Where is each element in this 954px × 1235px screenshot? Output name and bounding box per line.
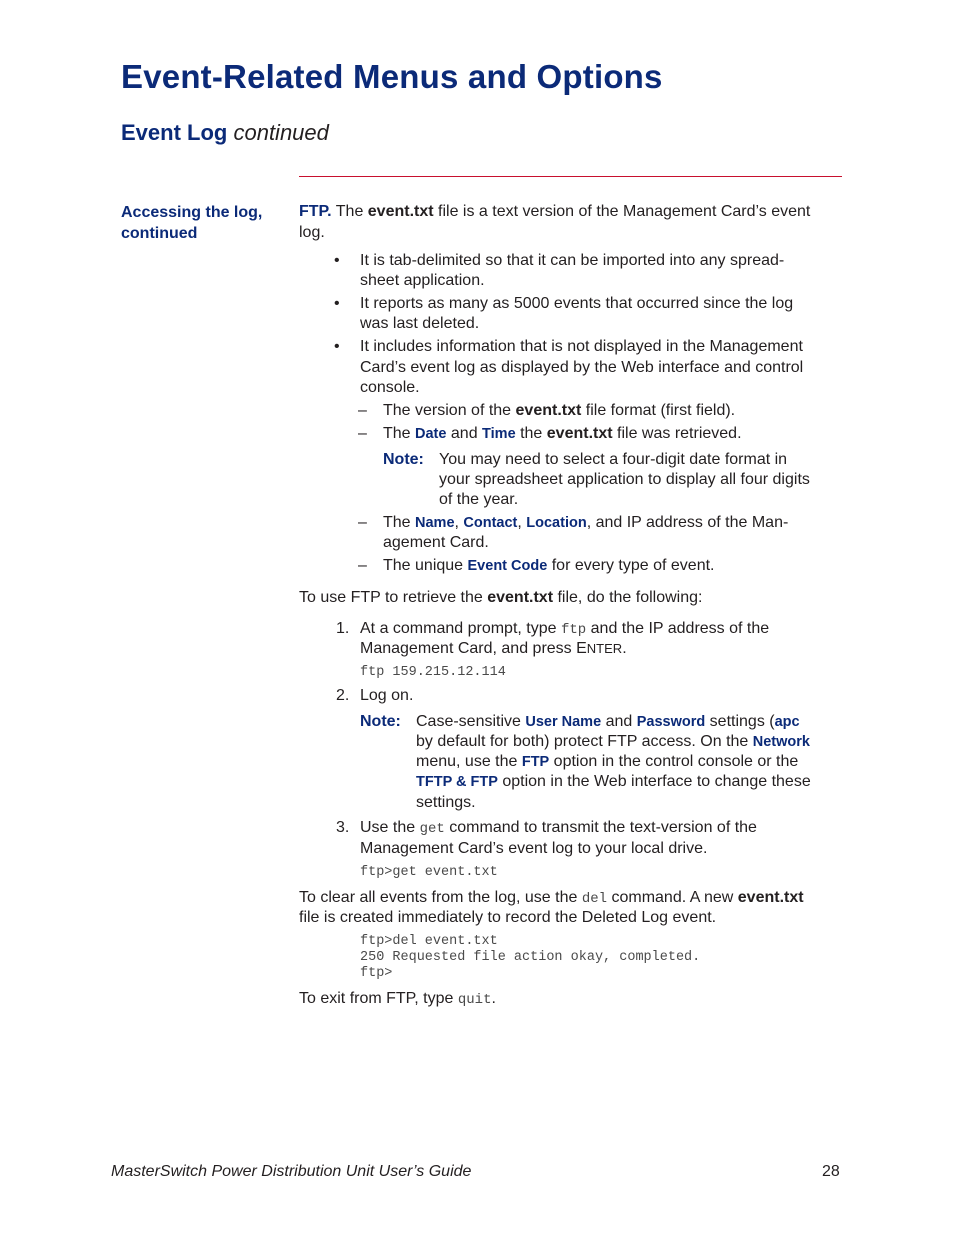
- bullet-3-line-2: Card’s event log as displayed by the Web interface and control: [360, 359, 804, 376]
- para-text: To exit from FTP, type: [299, 990, 458, 1007]
- step-3-line-2: Management Card’s event log to your local drive.: [360, 840, 708, 857]
- keyword-time: Time: [482, 426, 516, 442]
- sidebar-heading: [121, 202, 291, 244]
- keyword-tftp-ftp: TFTP & FTP: [416, 774, 498, 790]
- step-number: 1.: [336, 620, 350, 637]
- sidebar-heading-line2: continued: [121, 225, 198, 242]
- keyword-password: Password: [636, 714, 706, 730]
- keyword-event-code: Event Code: [467, 558, 548, 574]
- ftp-label: FTP.: [299, 203, 332, 220]
- keyword-name: Name: [415, 515, 455, 531]
- command-prompt: ftp>: [360, 966, 393, 981]
- note-2-line-3: [416, 752, 798, 773]
- bullet-3-line-3: console.: [360, 379, 420, 396]
- section-title-main: Event Log: [121, 120, 228, 145]
- note-2-line-1: [416, 712, 800, 733]
- keyword-ftp: FTP: [521, 754, 550, 770]
- step-1-line-1: [360, 619, 769, 641]
- keyword-date: Date: [415, 426, 447, 442]
- note-text: option in the Web interface to change these: [497, 773, 811, 790]
- step-1-line-2: [360, 639, 627, 660]
- sub-item-date-time: [383, 424, 742, 445]
- sub-text: for every type of event.: [547, 557, 715, 574]
- note-label: Note:: [360, 713, 401, 730]
- bullet-marker: •: [334, 252, 340, 269]
- para-text: To use FTP to retrieve the: [299, 589, 488, 606]
- note-text: menu, use the: [416, 753, 522, 770]
- note-text: option in the control console or the: [549, 753, 799, 770]
- keyword-contact: Contact: [463, 515, 518, 531]
- sub-item-version: [383, 401, 735, 422]
- para-file: event.txt: [737, 889, 804, 906]
- inline-code: get: [419, 821, 445, 837]
- step-number: 2.: [336, 687, 350, 704]
- use-ftp-paragraph: [299, 588, 702, 609]
- intro-file: event.txt: [367, 203, 434, 220]
- para-text: file, do the following:: [553, 589, 703, 606]
- dash-marker: –: [358, 425, 367, 442]
- sub-text: the: [515, 425, 547, 442]
- inline-code: del: [581, 891, 608, 907]
- clear-line-2: file is created immediately to record the Deleted Log event.: [299, 909, 717, 926]
- note-text: by default for both) protect FTP access. On the: [416, 733, 753, 750]
- step-text: command to transmit the text-version of the: [444, 819, 757, 836]
- para-text: To clear all events from the log, use the: [299, 889, 582, 906]
- step-2-text: Log on.: [360, 687, 414, 704]
- note-1-line-2: your spreadsheet application to display all four digits: [439, 471, 810, 488]
- bullet-marker: •: [334, 295, 340, 312]
- section-title: [121, 120, 329, 146]
- note-text: settings (: [705, 713, 775, 730]
- page-title: Event-Related Menus and Options: [121, 58, 663, 95]
- section-divider: [299, 176, 842, 177]
- dash-marker: –: [358, 402, 367, 419]
- note-label: Note:: [383, 451, 424, 468]
- sub-item-name-contact-line-2: agement Card.: [383, 534, 489, 551]
- sub-text: , and IP address of the Man-: [586, 514, 789, 531]
- clear-line-1: [299, 888, 804, 910]
- step-text: At a command prompt, type: [360, 620, 561, 637]
- exit-paragraph: [299, 989, 496, 1011]
- footer-guide-title: MasterSwitch Power Distribution Unit User’s Guide: [111, 1163, 472, 1180]
- intro-text: The: [331, 203, 368, 220]
- bullet-3-line-1: It includes information that is not displayed in the Management: [360, 338, 803, 355]
- sub-file: event.txt: [515, 402, 582, 419]
- bullet-marker: •: [334, 338, 340, 355]
- step-text: .: [622, 640, 627, 657]
- bullet-2-line-2: was last deleted.: [360, 315, 480, 332]
- para-text: .: [491, 990, 496, 1007]
- sub-text: The: [383, 514, 416, 531]
- keyword-apc: apc: [774, 714, 800, 730]
- para-text: command. A new: [607, 889, 738, 906]
- keyword-location: Location: [526, 515, 587, 531]
- sub-text: ,: [517, 514, 527, 531]
- note-text: Case-sensitive: [416, 713, 526, 730]
- step-text: Management Card, and press E: [360, 640, 587, 657]
- bullet-1-line-2: sheet application.: [360, 272, 485, 289]
- sub-item-event-code: [383, 556, 714, 577]
- note-2-line-2: [416, 732, 810, 753]
- command-output: 250 Requested file action okay, completed.: [360, 950, 701, 965]
- command-example: ftp>get event.txt: [360, 865, 498, 880]
- step-text: and the IP address of the: [586, 620, 770, 637]
- sub-text: file format (first field).: [581, 402, 736, 419]
- sub-file: event.txt: [546, 425, 613, 442]
- command-example: ftp 159.215.12.114: [360, 665, 506, 680]
- sub-text: The unique: [383, 557, 468, 574]
- intro-text-2: file is a text version of the Management Card’s event: [433, 203, 811, 220]
- command-example: ftp>del event.txt: [360, 934, 498, 949]
- step-number: 3.: [336, 819, 350, 836]
- keyword-network: Network: [752, 734, 810, 750]
- para-file: event.txt: [487, 589, 554, 606]
- dash-marker: –: [358, 514, 367, 531]
- note-1-line-1: You may need to select a four-digit date format in: [439, 451, 788, 468]
- sidebar-heading-line1: Accessing the log,: [121, 204, 263, 221]
- sub-text: The: [383, 425, 416, 442]
- note-text: and: [601, 713, 637, 730]
- sub-text: file was retrieved.: [612, 425, 742, 442]
- note-1-line-3: of the year.: [439, 491, 519, 508]
- bullet-2-line-1: It reports as many as 5000 events that occurred since the log: [360, 295, 794, 312]
- keyword-user-name: User Name: [525, 714, 602, 730]
- sub-item-name-contact: [383, 513, 788, 534]
- note-2-line-4: [416, 772, 811, 793]
- intro-line-1: [299, 202, 810, 223]
- inline-code: ftp: [560, 622, 587, 638]
- sub-text: and: [446, 425, 483, 442]
- small-caps-text: NTER: [586, 641, 623, 656]
- page-number: 28: [822, 1163, 840, 1180]
- sub-text: ,: [454, 514, 464, 531]
- sub-text: The version of the: [383, 402, 516, 419]
- inline-code: quit: [457, 992, 492, 1008]
- bullet-1-line-1: It is tab-delimited so that it can be imported into any spread-: [360, 252, 785, 269]
- note-2-line-5: settings.: [416, 794, 476, 811]
- step-text: Use the: [360, 819, 420, 836]
- section-title-continued: continued: [233, 120, 329, 145]
- intro-line-2: log.: [299, 224, 325, 241]
- step-3-line-1: [360, 818, 757, 840]
- dash-marker: –: [358, 557, 367, 574]
